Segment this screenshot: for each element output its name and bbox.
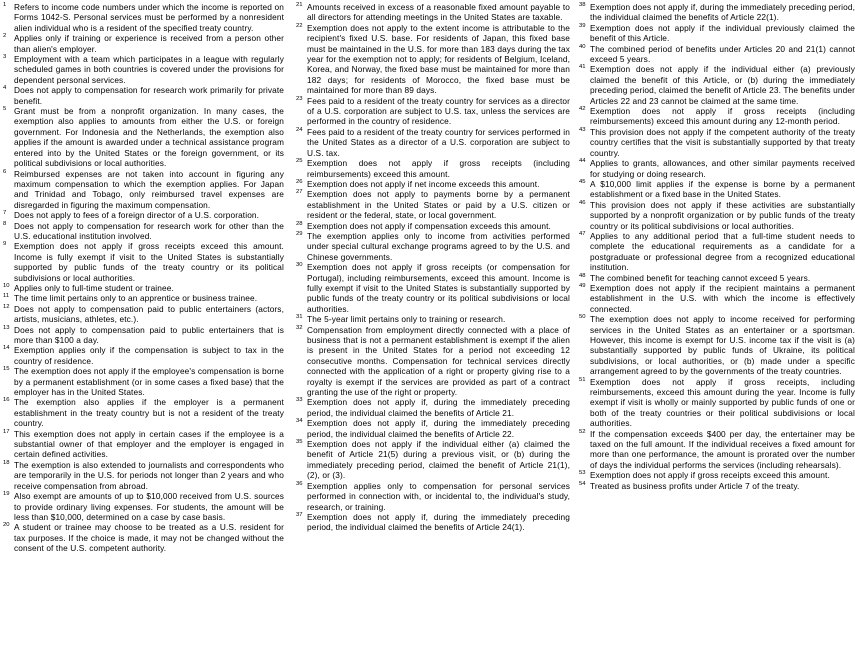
footnote-item: [579, 470, 855, 480]
footnote-item: [296, 439, 570, 481]
footnote-text: The time limit pertains only to an apprentice or business trainee.: [14, 293, 258, 304]
footnote-number: 52: [579, 428, 586, 435]
footnote-item: [3, 345, 284, 366]
footnote-item: [296, 314, 570, 324]
footnote-number: 8: [3, 220, 7, 227]
footnote-text: Exemption does not apply if net income exceeds this amount.: [307, 178, 540, 189]
footnote-item: [3, 283, 284, 293]
footnote-text: Exemption does not apply to payments borne by a permanent establishment in the United States or paid by a U.S. citizen or resident or the federal, state, or local government.: [307, 189, 570, 221]
footnote-text: This exemption does not apply in certain cases if the employee is a substantial owner of that employer and the employer is engaged in certain defined activities.: [14, 428, 284, 460]
footnote-item: [3, 54, 284, 85]
footnote-text: Exemption does not apply if the individual previously claimed the benefit of this Article.: [590, 22, 855, 44]
footnote-text: Exemption does not apply if, during the immediately preceding period, the individual claimed the benefits of Article 22(1).: [590, 2, 855, 23]
footnote-text: Exemption applies only to compensation for personal services performed in connection with, or incidental to, the individual's study, research, or training.: [307, 480, 570, 512]
footnote-number: 20: [3, 522, 10, 529]
footnote-number: 23: [296, 95, 303, 102]
footnote-column-2: [296, 2, 570, 648]
footnote-text: Amounts received in excess of a reasonable fixed amount payable to all directors for attending meetings in the United States are taxable.: [307, 2, 570, 23]
footnote-number: 13: [3, 324, 10, 331]
footnote-item: [3, 397, 284, 428]
footnote-item: [579, 377, 855, 429]
footnote-number: 5: [3, 106, 7, 113]
footnote-number: 50: [579, 314, 586, 321]
footnote-number: 43: [579, 126, 586, 133]
footnote-number: 4: [3, 85, 7, 92]
footnote-item: [579, 200, 855, 231]
footnote-item: [296, 397, 570, 418]
footnote-number: 19: [3, 491, 10, 498]
footnote-item: [579, 273, 855, 283]
footnote-item: [3, 491, 284, 522]
footnote-text: Applies only to full-time student or trainee.: [14, 282, 174, 293]
footnote-item: [3, 366, 284, 397]
footnote-number: 54: [579, 480, 586, 487]
footnote-number: 3: [3, 54, 7, 61]
footnote-item: [3, 460, 284, 491]
footnote-item: [3, 429, 284, 460]
footnote-text: Fees paid to a resident of the treaty country for services as a director of a U.S. corporation are subject to U.S. tax, unless the services are performed in the country of residence.: [307, 95, 570, 127]
footnote-item: [3, 85, 284, 106]
footnote-text: A student or trainee may choose to be treated as a U.S. resident for tax purposes. If the choice is made, it may not be changed without the consent of the U.S. competent authority.: [14, 522, 284, 554]
footnote-text: The exemption also applies if the employer is a permanent establishment in the treaty country but is not a resident of the treaty country.: [14, 397, 284, 429]
footnote-number: 9: [3, 241, 7, 248]
footnote-column-1: [3, 2, 284, 648]
footnote-number: 35: [296, 439, 303, 446]
footnote-number: 16: [3, 397, 10, 404]
footnote-item: [296, 189, 570, 220]
footnote-number: 29: [296, 230, 303, 237]
footnote-item: [296, 179, 570, 189]
footnote-column-3: [579, 2, 855, 648]
footnote-number: 34: [296, 418, 303, 425]
footnote-text: Employment with a team which participates in a league with regularly scheduled games in both countries is covered under the provisions for dependent personal services.: [14, 54, 284, 85]
footnote-item: [3, 221, 284, 242]
footnote-number: 53: [579, 470, 586, 477]
footnote-number: 11: [3, 293, 10, 300]
footnote-text: Exemption does not apply if gross receipts (including reimbursements) exceed this amount.: [307, 158, 570, 179]
footnote-number: 28: [296, 220, 303, 227]
footnote-item: [579, 106, 855, 127]
footnote-text: The 5-year limit pertains only to training or research.: [307, 314, 506, 325]
footnote-number: 18: [3, 459, 10, 466]
footnote-number: 15: [3, 366, 10, 373]
footnote-item: [579, 127, 855, 158]
footnote-text: Refers to income code numbers under which the income is reported on Forms 1042-S. Personal services must be performed by a nonresident alien individual who is a resident of the specified treaty country.: [14, 2, 284, 33]
footnote-text: Exemption does not apply if, during the immediately preceding period, the individual claimed the benefits of Article 21.: [307, 397, 570, 418]
footnote-number: 22: [296, 22, 303, 29]
footnote-number: 25: [296, 158, 303, 165]
footnote-number: 47: [579, 230, 586, 237]
footnote-item: [579, 158, 855, 179]
footnote-item: [296, 158, 570, 179]
footnote-text: Compensation from employment directly connected with a place of business that is not a permanent establishment is exempt if the alien is present in the United States for a period not exceeding 12 consecutive months. Compensation for technical services directly connected with the application of a right or property giving rise to a royalty is exempt if the services are provided as part of a contract granting the use of the right or property.: [307, 324, 570, 398]
footnote-number: 30: [296, 262, 303, 269]
footnote-item: [296, 481, 570, 512]
footnote-text: Exemption does not apply if gross receipts, including reimbursements, exceed this amount during the year. Income is fully exempt if visit is wholly or mainly supported by public funds of one or both of the treaty countries or their political subdivisions or local authorities.: [590, 376, 855, 429]
footnote-number: 32: [296, 324, 303, 331]
footnote-item: [3, 522, 284, 553]
footnote-item: [296, 512, 570, 533]
footnote-text: Exemption does not apply if gross receipts exceed this amount. Income is fully exempt if visit to the United States is substantially supported by public funds of the treaty country or its political subdivisions or local authorities.: [14, 241, 284, 283]
footnote-number: 45: [579, 178, 586, 185]
footnote-number: 1: [3, 2, 7, 8]
footnote-text: The exemption is also extended to journalists and correspondents who are temporarily in the U.S. for periods not longer than 2 years and who receive compensation from abroad.: [14, 459, 284, 491]
footnote-item: [579, 23, 855, 44]
footnote-text: Fees paid to a resident of the treaty country for services performed in the United States as a director of a U.S. corporation are subject to U.S. tax.: [307, 126, 570, 158]
footnote-number: 42: [579, 106, 586, 113]
footnote-item: [3, 2, 284, 33]
footnote-text: Exemption does not apply if gross receipts exceed this amount.: [590, 470, 830, 481]
footnote-text: Exemption does not apply if the individual either (a) claimed the benefit of Article 21(5) during a previous visit, or (b) during the immediately preceding period, claimed the benefit of Article 21(1), (2), or (3).: [307, 439, 570, 481]
footnote-text: Exemption does not apply if, during the immediately preceding period, the individual claimed the benefits of Article 24(1).: [307, 511, 570, 533]
footnote-item: [579, 44, 855, 65]
footnote-number: 51: [579, 376, 586, 383]
footnote-item: [296, 231, 570, 262]
footnote-number: 26: [296, 178, 303, 185]
footnote-item: [296, 96, 570, 127]
footnote-text: Exemption applies only if the compensation is subject to tax in the country of residence.: [14, 345, 284, 366]
footnote-number: 31: [296, 314, 303, 321]
footnote-text: Grant must be from a nonprofit organization. In many cases, the exemption also applies to amounts from either the U.S. or foreign government. For Indonesia and the Netherlands, the exemption also applies if the amount is awarded under a technical assistance program entered into by the United States or the foreign government, or its political subdivisions or local authorities.: [14, 106, 284, 169]
footnote-item: [3, 325, 284, 346]
footnote-text: Does not apply to fees of a foreign director of a U.S. corporation.: [14, 210, 260, 221]
footnote-number: 48: [579, 272, 586, 279]
footnote-number: 6: [3, 168, 7, 175]
footnote-text: Does not apply to compensation for research work for other than the U.S. educational institution involved.: [14, 220, 284, 241]
footnote-text: The combined period of benefits under Articles 20 and 21(1) cannot exceed 5 years.: [590, 43, 855, 65]
footnote-text: This provision does not apply if the competent authority of the treaty country certifies that the visit is substantially supported by that treaty country.: [590, 126, 855, 158]
footnote-item: [3, 293, 284, 303]
footnote-text: Does not apply to compensation paid to public entertainers that is more than $100 a day.: [14, 324, 284, 345]
footnote-text: Exemption does not apply if gross receipts (including reimbursements) exceed this amount during any 12-month period.: [590, 106, 855, 127]
footnote-text: Exemption does not apply if compensation exceeds this amount.: [307, 220, 551, 231]
footnote-item: [579, 64, 855, 106]
footnote-number: 38: [579, 2, 586, 8]
footnote-text: Treated as business profits under Article 7 of the treaty.: [590, 480, 800, 491]
footnote-number: 17: [3, 428, 10, 435]
footnote-text: A $10,000 limit applies if the expense is borne by a permanent establishment or a fixed base in the United States.: [590, 178, 855, 200]
footnote-text: Applies only if training or experience is received from a person other than alien's employer.: [14, 33, 284, 54]
footnote-item: [579, 481, 855, 491]
footnote-number: 36: [296, 480, 303, 487]
footnote-item: [296, 418, 570, 439]
footnote-item: [3, 33, 284, 54]
footnote-item: [296, 262, 570, 314]
footnote-number: 7: [3, 210, 7, 217]
footnote-item: [296, 2, 570, 23]
footnote-text: Exemption does not apply if the recipient maintains a permanent establishment in the U.S. with which the income is effectively connected.: [590, 282, 855, 314]
footnote-text: Applies to any additional period that a full-time student needs to complete the educational requirements as a candidate for a postgraduate or professional degree from a recognized educational institution.: [590, 230, 855, 273]
footnote-number: 14: [3, 345, 10, 352]
footnote-item: [3, 210, 284, 220]
footnote-number: 12: [3, 303, 10, 310]
footnote-item: [296, 221, 570, 231]
footnote-item: [579, 429, 855, 471]
footnote-number: 37: [296, 511, 303, 518]
footnote-number: 49: [579, 282, 586, 289]
footnote-text: This provision does not apply if these activities are substantially supported by a nonprofit organization or by public funds of the treaty country or its political subdivisions or local authorities.: [590, 199, 855, 231]
footnote-number: 27: [296, 189, 303, 196]
footnote-text: Reimbursed expenses are not taken into account in figuring any maximum compensation to which the exemption applies. For Japan and Trinidad and Tobago, only reimbursed travel expenses are disregarded in figuring the maximum compensation.: [14, 168, 284, 210]
footnote-number: 33: [296, 397, 303, 404]
footnote-number: 24: [296, 126, 303, 133]
footnote-item: [3, 304, 284, 325]
footnote-item: [579, 231, 855, 273]
footnote-number: 46: [579, 199, 586, 206]
footnote-text: Does not apply to compensation paid to public entertainers (actors, artists, musicians, athletes, etc.).: [14, 303, 284, 325]
footnote-item: [579, 314, 855, 376]
footnote-item: [296, 23, 570, 96]
footnote-item: [3, 169, 284, 211]
footnote-item: [296, 325, 570, 398]
footnote-text: The exemption does not apply to income received for performing services in the United States as an entertainer or a sportsman. However, this income is exempt for U.S. income tax if the visit is (a) substantially supported by public funds of Ukraine, its political subdivisions, or local authorities, or (b) made under a specific arrangement agreed to by the governments of the treaty countries.: [590, 314, 855, 377]
footnote-text: Does not apply to compensation for research work primarily for private benefit.: [14, 85, 284, 106]
footnote-text: If the compensation exceeds $400 per day, the entertainer may be taxed on the full amount. If the individual receives a fixed amount for more than one performance, the amount is prorated over the number of days the individual performs the services (including rehearsals).: [590, 428, 855, 470]
footnote-text: The exemption does not apply if the employee's compensation is borne by a permanent establishment (or in some cases a fixed base) that the employer has in the United States.: [14, 366, 284, 398]
footnote-number: 10: [3, 282, 10, 289]
footnote-number: 41: [579, 64, 586, 71]
footnote-number: 40: [579, 43, 586, 50]
footnote-text: Exemption does not apply if, during the immediately preceding period, the individual claimed the benefits of Article 22.: [307, 418, 570, 439]
footnote-text: Applies to grants, allowances, and other similar payments received for studying or doing research.: [590, 158, 855, 179]
footnote-text: Also exempt are amounts of up to $10,000 received from U.S. sources to provide ordinary living expenses. For students, the amount will be less than $10,000, determined on a case by case basis.: [14, 491, 284, 522]
footnote-text: The combined benefit for teaching cannot exceed 5 years.: [590, 272, 811, 283]
footnote-text: Exemption does not apply to the extent income is attributable to the recipient's fixed U.S. base. For residents of Japan, this fixed base must be maintained in the U.S. for more than 183 days during the tax year for the exemption not to apply; for residents of Belgium, Iceland, Korea, and Norway, the fixed base must be maintained for more than 182 days; for residents of Morocco, the fixed base must be maintained for more than 89 days.: [307, 22, 570, 96]
footnote-item: [3, 106, 284, 168]
footnote-item: [579, 2, 855, 23]
footnote-number: 21: [296, 2, 303, 8]
footnote-item: [579, 179, 855, 200]
footnote-item: [579, 283, 855, 314]
footnote-item: [3, 241, 284, 283]
footnote-text: Exemption does not apply if gross receipts (or compensation for Portugal), including reimbursements, exceed this amount. Income is fully exempt if visit to the United States is substantially supported by public funds of the treaty country or its political subdivisions or local authorities.: [307, 262, 570, 314]
footnote-number: 2: [3, 33, 7, 40]
footnote-text: Exemption does not apply if the individual either (a) previously claimed the benefit of this Article, or (b) during the immediately preceding period, claimed the benefit of Article 23. The benefits under Articles 22 and 23 cannot be claimed at the same time.: [590, 64, 855, 106]
footnote-number: 39: [579, 22, 586, 29]
footnote-text: The exemption applies only to income from activities performed under special cultural exchange programs agreed to by the U.S. and Chinese governments.: [307, 230, 570, 262]
footnote-number: 44: [579, 158, 586, 165]
footnote-item: [296, 127, 570, 158]
